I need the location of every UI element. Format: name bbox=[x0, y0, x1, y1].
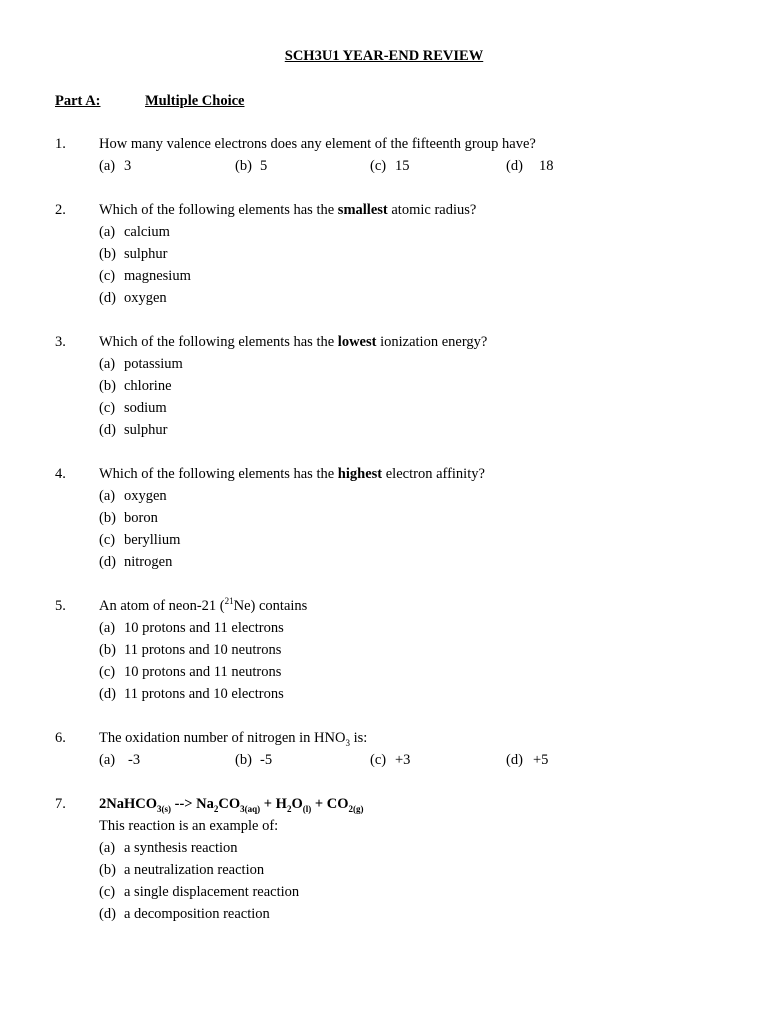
q4-option-b: (b) boron bbox=[99, 510, 158, 526]
q3-option-d: (d) sulphur bbox=[99, 422, 168, 438]
question-number-6: 6. bbox=[55, 730, 66, 746]
question-3-text: Which of the following elements has the lowest ionization energy? bbox=[99, 334, 488, 350]
question-1-text: How many valence electrons does any element of the fifteenth group have? bbox=[99, 136, 536, 152]
q3-option-a: (a) potassium bbox=[99, 356, 183, 372]
q1-option-c: (c) 15 bbox=[370, 158, 410, 174]
question-number-5: 5. bbox=[55, 598, 66, 614]
q7-option-b: (b) a neutralization reaction bbox=[99, 862, 265, 878]
page-title: SCH3U1 YEAR-END REVIEW bbox=[284, 48, 484, 64]
q5-option-b: (b) 11 protons and 10 neutrons bbox=[99, 642, 282, 658]
q2-option-b: (b) sulphur bbox=[99, 246, 168, 262]
q7-option-c: (c) a single displacement reaction bbox=[99, 884, 300, 900]
q2-option-c: (c) magnesium bbox=[99, 268, 191, 284]
q1-option-a: (a) 3 bbox=[99, 158, 132, 174]
q5-option-c: (c) 10 protons and 11 neutrons bbox=[99, 664, 282, 680]
question-number-7: 7. bbox=[55, 796, 66, 812]
q5-option-a: (a) 10 protons and 11 electrons bbox=[99, 620, 284, 636]
question-2-text: Which of the following elements has the smallest atomic radius? bbox=[99, 202, 477, 218]
question-6-text: The oxidation number of nitrogen in $HNO_3$ is: bbox=[99, 730, 368, 748]
question-7-text: This reaction is an example of: bbox=[99, 818, 279, 834]
question-number-3: 3. bbox=[55, 334, 66, 350]
q6-option-c: (c) +3 bbox=[370, 752, 411, 768]
q6-option-a: (a) -3 bbox=[99, 752, 141, 768]
question-5-text: An atom of neon-21 ($^{21}$Ne) contains bbox=[99, 596, 308, 614]
q4-option-c: (c) beryllium bbox=[99, 532, 181, 548]
question-number-2: 2. bbox=[55, 202, 66, 218]
q4-option-d: (d) nitrogen bbox=[99, 554, 173, 570]
q7-option-d: (d) a decomposition reaction bbox=[99, 906, 270, 922]
question-number-4: 4. bbox=[55, 466, 66, 482]
part-name: Multiple Choice bbox=[145, 93, 245, 109]
question-number-1: 1. bbox=[55, 136, 66, 152]
q3-option-b: (b) chlorine bbox=[99, 378, 172, 394]
q5-option-d: (d) 11 protons and 10 electrons bbox=[99, 686, 284, 702]
q7-option-a: (a) a synthesis reaction bbox=[99, 840, 238, 856]
q3-option-c: (c) sodium bbox=[99, 400, 167, 416]
q6-option-b: (b) -5 bbox=[235, 752, 273, 768]
q4-option-a: (a) oxygen bbox=[99, 488, 167, 504]
q1-option-b: (b) 5 bbox=[235, 158, 268, 174]
q1-option-d: (d) 18 bbox=[506, 158, 554, 174]
question-4-text: Which of the following elements has the highest electron affinity? bbox=[99, 466, 485, 482]
q2-option-a: (a) calcium bbox=[99, 224, 170, 240]
q2-option-d: (d) oxygen bbox=[99, 290, 167, 306]
q6-option-d: (d) +5 bbox=[506, 752, 549, 768]
part-label: Part A: bbox=[55, 93, 101, 109]
chemical-equation: 2NaHCO$_{3(s)}$ --> $Na_2CO_{3(aq)} + H_2O_{(l)} + CO_{2(g)}$ bbox=[99, 796, 364, 814]
